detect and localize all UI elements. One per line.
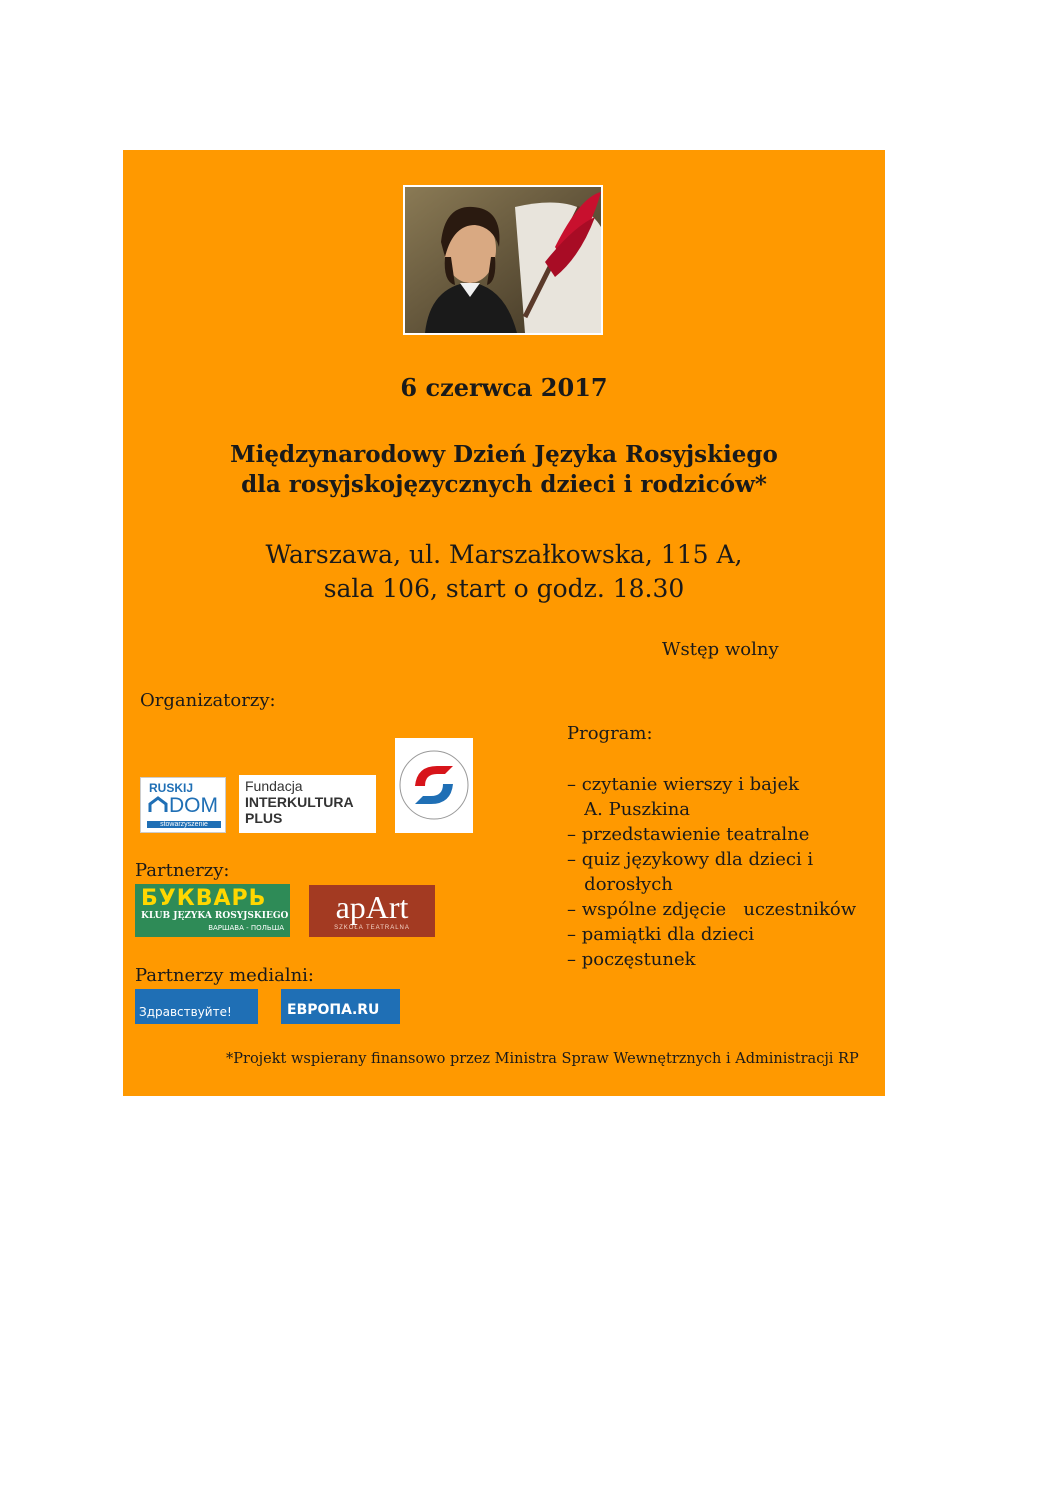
event-title-line2: dla rosyjskojęzycznych dzieci i rodziców* bbox=[241, 471, 767, 498]
bukvar-line2: KLUB JĘZYKA ROSYJSKIEGO bbox=[141, 911, 289, 921]
wspolpraca-ring-icon bbox=[395, 738, 473, 833]
free-entry-note: Wstęp wolny bbox=[662, 639, 779, 660]
program-item: – poczęstunek bbox=[567, 949, 696, 970]
event-address-line2: sala 106, start o godz. 18.30 bbox=[323, 574, 685, 603]
event-poster bbox=[123, 150, 885, 1096]
zdravstvuite-logo bbox=[135, 989, 258, 1024]
ruskij-dom-logo-bottom: DOM bbox=[169, 794, 218, 817]
house-icon bbox=[148, 796, 168, 814]
ruskij-dom-logo-sub: stowarzyszenie bbox=[147, 821, 221, 828]
ruskij-dom-logo-top: RUSKIJ bbox=[149, 781, 194, 795]
bukvar-logo bbox=[135, 884, 290, 937]
pushkin-portrait-image bbox=[403, 185, 603, 335]
bukvar-title: БУКВАРЬ bbox=[141, 886, 267, 911]
program-item: – wspólne zdjęcie uczestników bbox=[567, 899, 857, 920]
organizers-label: Organizatorzy: bbox=[140, 690, 276, 711]
apart-title: apArt bbox=[335, 889, 409, 925]
program-item: A. Puszkina bbox=[567, 799, 691, 820]
event-address-line1: Warszawa, ul. Marszałkowska, 115 A, bbox=[265, 540, 743, 569]
interkultura-line3: PLUS bbox=[245, 810, 283, 826]
interkultura-line1: Fundacja bbox=[245, 778, 303, 794]
event-title-line1: Międzynarodowy Dzień Języka Rosyjskiego bbox=[230, 441, 778, 468]
event-date: 6 czerwca 2017 bbox=[400, 373, 608, 402]
program-item: dorosłych bbox=[567, 874, 673, 895]
ruskij-dom-logo bbox=[140, 777, 226, 833]
interkultura-line2: INTERKULTURA bbox=[245, 794, 354, 810]
program-title: Program: bbox=[567, 723, 653, 744]
interkultura-plus-logo bbox=[239, 775, 376, 833]
zdravstvuite-title: Здравствуйте! bbox=[139, 1005, 232, 1019]
program-item: – przedstawienie teatralne bbox=[567, 824, 810, 845]
program-item: – quiz językowy dla dzieci i bbox=[567, 849, 814, 870]
program-list bbox=[567, 772, 856, 972]
event-title bbox=[123, 440, 885, 500]
apart-logo bbox=[309, 885, 435, 937]
funding-footnote: *Projekt wspierany finansowo przez Ministra Spraw Wewnętrznych i Administracji RP bbox=[226, 1051, 859, 1067]
event-address bbox=[123, 538, 885, 606]
bukvar-line3: ВАРШАВА - ПОЛЬША bbox=[208, 924, 284, 932]
evropa-ru-logo bbox=[281, 989, 400, 1024]
apart-sub: SZKOŁA TEATRALNA bbox=[334, 925, 410, 931]
partners-label: Partnerzy: bbox=[135, 860, 230, 881]
wspolpraca-polska-wschod-logo bbox=[395, 738, 473, 833]
evropa-title: ЕВРОПА.RU bbox=[287, 1002, 380, 1018]
program-item: – czytanie wierszy i bajek bbox=[567, 774, 800, 795]
media-partners-label: Partnerzy medialni: bbox=[135, 965, 314, 986]
program-item: – pamiątki dla dzieci bbox=[567, 924, 755, 945]
